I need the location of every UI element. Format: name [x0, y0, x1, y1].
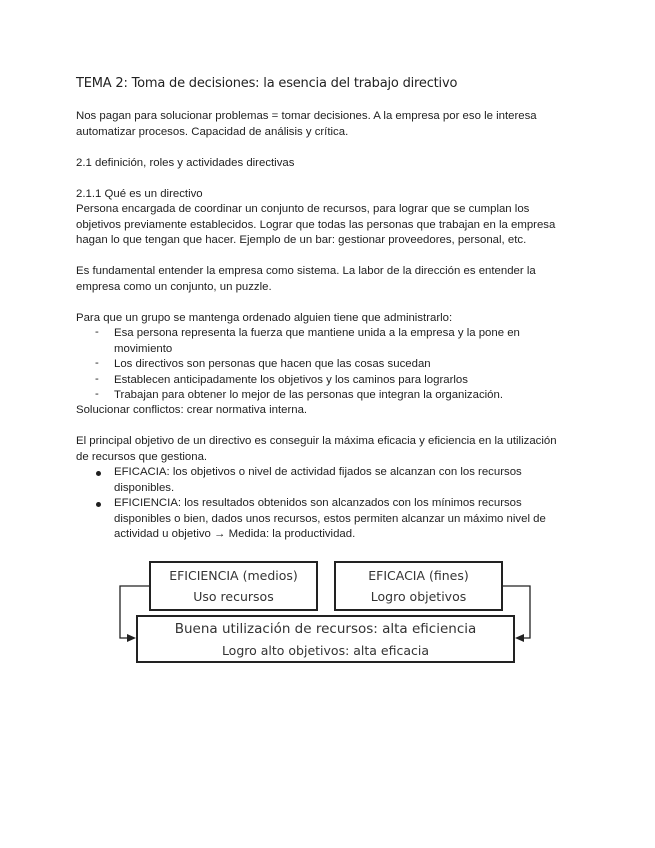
dash-marker: -: [95, 326, 99, 338]
eficacia-title: EFICACIA (fines): [368, 568, 469, 583]
bullet-eficiencia-line-3: actividad u objetivo → Medida: la productividad.: [114, 528, 356, 540]
resultado-title: Buena utilización de recursos: alta eficiencia: [174, 621, 477, 637]
document-title: TEMA 2: Toma de decisiones: la esencia del trabajo directivo: [76, 76, 458, 91]
objetivo-line-1: El principal objetivo de un directivo es conseguir la máxima eficacia y eficiencia en la utilización: [76, 435, 557, 447]
section-heading-2-1: 2.1 definición, roles y actividades directivas: [76, 157, 295, 169]
arrowhead-right: [515, 634, 524, 642]
dash-item-4: Trabajan para obtener lo mejor de las personas que integran la organización.: [114, 389, 503, 401]
eficiencia-subtitle: Uso recursos: [193, 589, 274, 604]
dash-marker: -: [95, 357, 99, 369]
eficacia-subtitle: Logro objetivos: [370, 589, 467, 604]
bullet-eficacia-line-2: disponibles.: [114, 482, 175, 494]
bullet-eficacia-line-1: EFICACIA: los objetivos o nivel de actividad fijados se alcanzan con los recursos: [114, 466, 522, 478]
intro-line-2: automatizar procesos. Capacidad de análisis y crítica.: [76, 126, 349, 138]
sistema-line-1: Es fundamental entender la empresa como sistema. La labor de la dirección es entender la: [76, 265, 536, 277]
bullet-eficiencia-line-1: EFICIENCIA: los resultados obtenidos son alcanzados con los mínimos recursos: [114, 497, 522, 509]
dash-item-2: Los directivos son personas que hacen que las cosas sucedan: [114, 358, 431, 370]
section-heading-2-1-1: 2.1.1 Qué es un directivo: [76, 188, 203, 200]
grupo-line: Para que un grupo se mantenga ordenado alguien tiene que administrarlo:: [76, 312, 453, 324]
eficiencia-box: [149, 561, 318, 611]
dash-item-1-line-1: Esa persona representa la fuerza que mantiene unida a la empresa y la pone en: [114, 327, 520, 339]
resultado-box: [136, 615, 515, 663]
intro-line-1: Nos pagan para solucionar problemas = tomar decisiones. A la empresa por eso le interesa: [76, 110, 537, 122]
arrowhead-left: [127, 634, 136, 642]
eficacia-box: [334, 561, 503, 611]
objetivo-line-2: de recursos que gestiona.: [76, 451, 208, 463]
dash-marker: -: [95, 388, 99, 400]
directivo-line-2: objetivos previamente establecidos. Lograr que todas las personas que trabajan en la empresa: [76, 219, 556, 231]
directivo-line-1: Persona encargada de coordinar un conjunto de recursos, para lograr que se cumplan los: [76, 203, 530, 215]
dash-item-3: Establecen anticipadamente los objetivos y los caminos para lograrlos: [114, 374, 468, 386]
eficiencia-title: EFICIENCIA (medios): [169, 568, 298, 583]
conflictos-line: Solucionar conflictos: crear normativa interna.: [76, 404, 308, 416]
resultado-subtitle: Logro alto objetivos: alta eficacia: [221, 643, 430, 658]
bullet-eficiencia-line-2: disponibles o bien, dados unos recursos, estos permiten alcanzar un máximo nivel de: [114, 513, 546, 525]
dash-marker: -: [95, 373, 99, 385]
directivo-line-3: hagan lo que tengan que hacer. Ejemplo de un bar: gestionar proveedores, personal, etc.: [76, 234, 527, 246]
dash-item-1-line-2: movimiento: [114, 343, 173, 355]
sistema-line-2: empresa como un conjunto, un puzzle.: [76, 281, 272, 293]
